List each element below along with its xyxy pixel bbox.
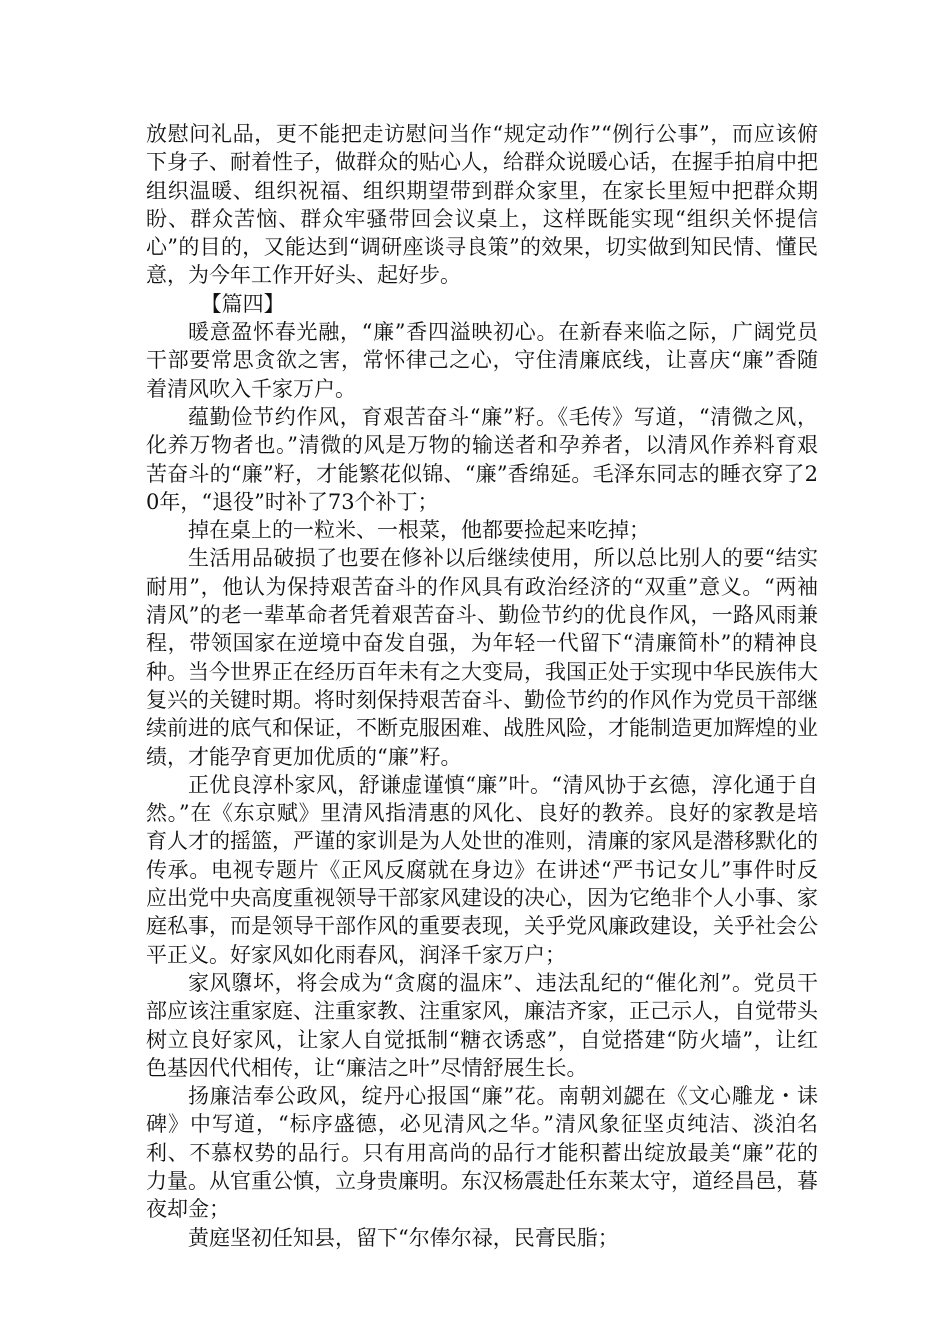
paragraph-hard-work: 生活用品破损了也要在修补以后继续使用，所以总比别人的要“结实耐用”，他认为保持艰苦奋斗的作风具有政治经济的“双重”意义。“两袖清风”的老一辈革命者凭着艰苦奋斗、勤俭节约的优良作风，一路风雨兼程，带领国家在逆境中奋发自强，为年轻一代留下“清廉简朴”的精神良种。当今世界正在经历百年未有之大变局，我国正处于实现中华民族伟大复兴的关键时期。将时刻保持艰苦奋斗、勤俭节约的作风作为党员干部继续前进的底气和保证，不断克服困难、战胜风险，才能制造更加辉煌的业绩，才能孕育更加优质的“廉”籽。: [146, 546, 818, 769]
paragraph-grain-of-rice: 掉在桌上的一粒米、一根菜，他都要捡起来吃掉；: [188, 518, 650, 543]
paragraph-diligence-thrift: 蕴勤俭节约作风，育艰苦奋斗“廉”籽。《毛传》写道，“清微之风，化养万物者也。”清微的风是万物的输送者和孕养者，以清风作养料育艰苦奋斗的“廉”籽，才能繁花似锦、“廉”香绵延。毛泽东同志的睡衣穿了20年，“退役”时补了73个补丁；: [146, 404, 818, 514]
document-body: [146, 120, 818, 1252]
paragraph-continuation: 放慰问礼品，更不能把走访慰问当作“规定动作”“例行公事”，而应该俯下身子、耐着性子，做群众的贴心人，给群众说暖心话，在握手拍肩中把组织温暖、组织祝福、组织期望带到群众家里，在家长里短中把群众期盼、群众苦恼、群众牢骚带回会议桌上，这样既能实现“组织关怀提信心”的目的，又能达到“调研座谈寻良策”的效果，切实做到知民情、懂民意，为今年工作开好头、起好步。: [146, 122, 818, 288]
paragraph-family-corruption: 家风隳坏，将会成为“贪腐的温床”、违法乱纪的“催化剂”。党员干部应该注重家庭、注重家教、注重家风，廉洁齐家，正己示人，自觉带头树立良好家风，让家人自觉抵制“糖衣诱惑”，自觉搭建“防火墙”，让红色基因代代相传，让“廉洁之叶”尽情舒展生长。: [146, 970, 818, 1080]
paragraph-integrity-governance: 扬廉洁奉公政风，绽丹心报国“廉”花。南朝刘勰在《文心雕龙・诔碑》中写道，“标序盛德，必见清风之华。”清风象征坚贞纯洁、淡泊名利、不慕权势的品行。只有用高尚的品行才能积蓄出绽放最美“廉”花的力量。从官重公慎，立身贵廉明。东汉杨震赴任东莱太守，道经昌邑，暮夜却金；: [146, 1084, 818, 1222]
paragraph-huang-tingjian: 黄庭坚初任知县，留下“尔俸尔禄，民膏民脂；: [188, 1225, 619, 1250]
paragraph-intro: 暖意盈怀春光融，“廉”香四溢映初心。在新春来临之际，广阔党员干部要常思贪欲之害，常怀律己之心，守住清廉底线，让喜庆“廉”香随着清风吹入千家万户。: [146, 320, 818, 401]
section-heading-part-four: 【篇四】: [200, 291, 285, 316]
paragraph-family-tradition: 正优良淳朴家风，舒谦虚谨慎“廉”叶。“清风协于玄德，淳化通于自然。”在《东京赋》里清风指清惠的风化、良好的教养。良好的家教是培育人才的摇篮，严谨的家训是为人处世的准则，清廉的家风是潜移默化的传承。电视专题片《正风反腐就在身边》在讲述“严书记女儿”事件时反应出党中央高度重视领导干部家风建设的决心，因为它绝非个人小事、家庭私事，而是领导干部作风的重要表现，关乎党风廉政建设，关乎社会公平正义。好家风如化雨春风，润泽千家万户；: [146, 772, 818, 967]
